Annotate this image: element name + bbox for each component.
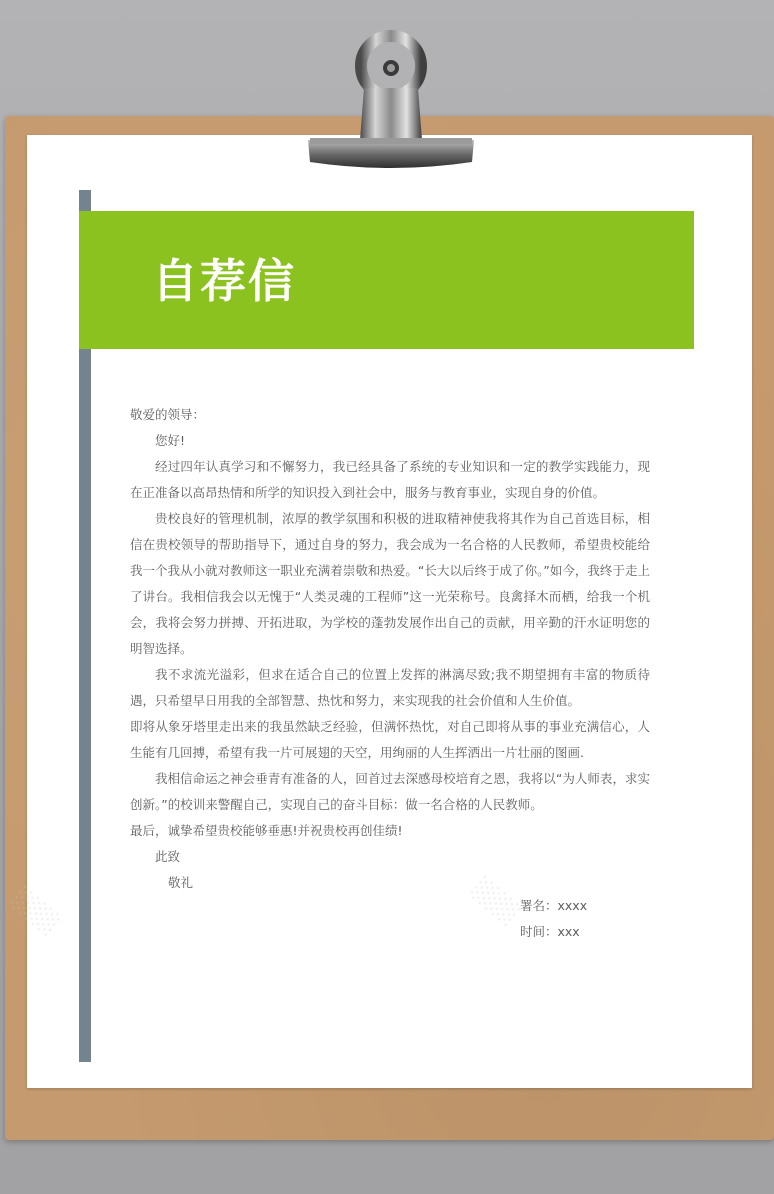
salutation: 敬爱的领导： bbox=[130, 407, 206, 422]
binder-clip-icon bbox=[306, 28, 476, 176]
closing-2: 敬礼 bbox=[168, 875, 194, 890]
paragraph-1: 经过四年认真学习和不懈努力，我已经具备了系统的专业知识和一定的教学实践能力，现在正准备以高昂热情和所学的知识投入到社会中，服务与教育事业，实现自身的价值。 bbox=[130, 459, 650, 500]
watermark: ░░░ bbox=[467, 876, 523, 929]
paragraph-2: 贵校良好的管理机制，浓厚的教学氛围和积极的进取精神使我将其作为自己首选目标，相信在贵校领导的帮助指导下，通过自身的努力，我会成为一名合格的人民教师，希望贵校能给我一个我从小就对教师这一职业充满着崇敬和热爱。“长大以后终于成了你。”如今，我终于走上了讲台。我相信我会以无愧于“人类灵魂的工程师”这一光荣称号。良禽择木而栖，给我一个机会，我将会努力拼搏、开拓进取，为学校的蓬勃发展作出自己的贡献，用辛勤的汗水证明您的明智选择。 bbox=[130, 511, 650, 656]
document-title: 自荐信 bbox=[152, 254, 296, 308]
signature: 署名：xxxx bbox=[520, 898, 588, 913]
watermark: ░░░ bbox=[7, 886, 63, 939]
letter-body bbox=[130, 402, 650, 896]
paragraph-5: 我相信命运之神会垂青有准备的人，回首过去深感母校培育之恩，我将以“为人师表，求实创新。”的校训来警醒自己，实现自己的奋斗目标：做一名合格的人民教师。 bbox=[130, 771, 650, 812]
closing-1: 此致 bbox=[155, 849, 181, 864]
date-line: 时间：xxx bbox=[520, 924, 580, 939]
paragraph-3: 我不求流光溢彩，但求在适合自己的位置上发挥的淋漓尽致;我不期望拥有丰富的物质待遇，只希望早日用我的全部智慧、热忱和努力，来实现我的社会价值和人生价值。 bbox=[130, 667, 650, 708]
paragraph-4: 即将从象牙塔里走出来的我虽然缺乏经验，但满怀热忱，对自己即将从事的事业充满信心，人生能有几回搏，希望有我一片可展翅的天空，用绚丽的人生挥洒出一片壮丽的图画. bbox=[130, 719, 650, 760]
closing-line: 最后，诚挚希望贵校能够垂惠!并祝贵校再创佳绩! bbox=[130, 823, 403, 838]
greeting: 您好! bbox=[155, 433, 186, 448]
